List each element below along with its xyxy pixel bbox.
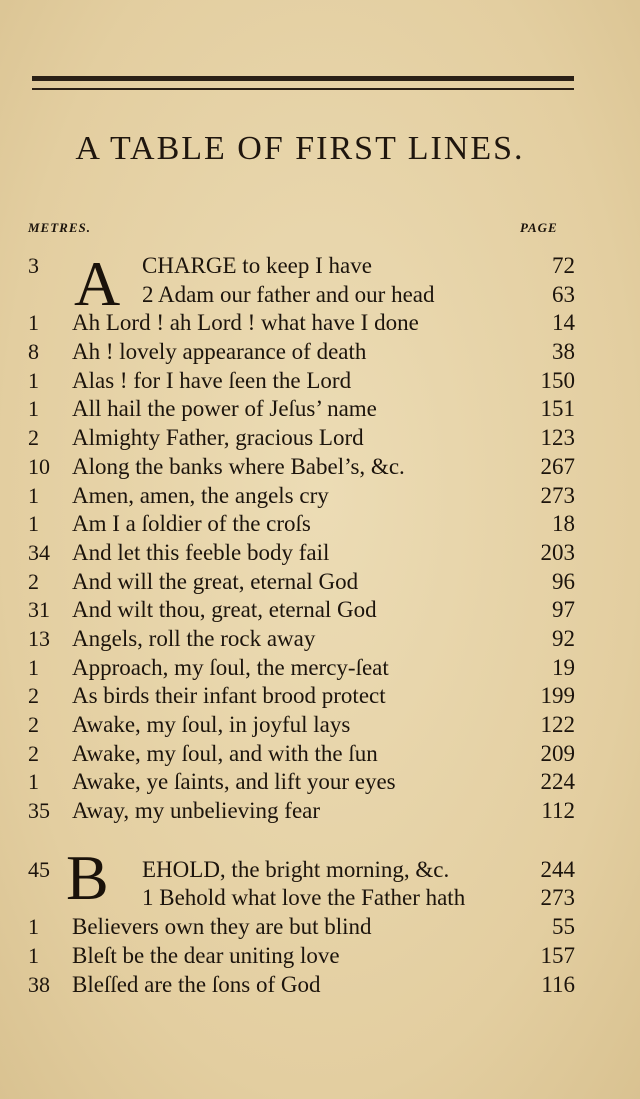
page-number: 19 [552, 654, 575, 680]
metre-number: 31 [28, 597, 50, 623]
first-line: Bleſſed are the ſons of God [72, 971, 321, 997]
metre-number: 8 [28, 339, 39, 365]
section-gap [0, 826, 640, 856]
metre-number: 1 [28, 654, 39, 680]
table-row [0, 309, 640, 338]
metre-number: 2 [28, 712, 39, 737]
first-line: Amen, amen, the angels cry [72, 482, 329, 508]
metre-number: 1 [28, 914, 39, 940]
first-line: As birds their infant brood protect [72, 683, 386, 709]
table-row [0, 596, 640, 625]
first-line: Awake, ye ſaints, and lift your eyes [72, 769, 396, 795]
page-number: 273 [540, 885, 575, 911]
page-number: 63 [552, 281, 575, 307]
table-row [0, 510, 640, 539]
first-lines-table [0, 248, 640, 999]
table-row [0, 395, 640, 424]
page-number: 92 [552, 625, 575, 651]
first-line: Awake, my ſoul, and with the ſun [72, 740, 378, 766]
table-row [0, 539, 640, 568]
metre-number: 3 [28, 253, 39, 278]
metre-number: 1 [28, 511, 39, 537]
page-number: 97 [552, 597, 575, 623]
first-line: Bleſt be the dear uniting love [72, 942, 340, 968]
page-number: 122 [540, 712, 575, 737]
table-row [0, 252, 640, 281]
first-line: CHARGE to keep I have [142, 253, 372, 278]
page-number: 244 [540, 856, 575, 882]
table-row [0, 884, 640, 913]
first-line: Along the banks where Babel’s, &c. [72, 453, 405, 479]
page-number: 157 [540, 942, 575, 968]
first-line: EHOLD, the bright morning, &c. [142, 856, 450, 882]
first-line: Approach, my ſoul, the mercy-ſeat [72, 654, 389, 680]
table-row [0, 482, 640, 511]
table-row [0, 367, 640, 396]
table-row [0, 568, 640, 597]
first-line: Away, my unbelieving fear [72, 798, 321, 824]
metre-number: 13 [28, 625, 50, 651]
metre-number: 35 [28, 798, 50, 824]
first-line: And will the great, eternal God [72, 568, 359, 594]
metre-number: 1 [28, 482, 39, 508]
metre-number: 1 [28, 367, 39, 393]
table-row [0, 281, 640, 310]
page-number: 55 [552, 914, 575, 940]
first-line: 1 Behold what love the Father hath [142, 885, 466, 911]
page-number: 18 [552, 511, 575, 537]
page-number: 267 [540, 453, 575, 479]
first-line: Awake, my ſoul, in joyful lays [72, 712, 351, 737]
page-number: 203 [540, 539, 575, 565]
page-number: 116 [541, 971, 575, 997]
metre-number: 1 [28, 396, 39, 422]
table-row [0, 913, 640, 942]
first-line: Am I a ſoldier of the croſs [72, 511, 311, 537]
first-line: Ah Lord ! ah Lord ! what have I done [72, 310, 419, 336]
first-line: Believers own they are but blind [72, 914, 372, 940]
page-number: 112 [541, 798, 575, 824]
page-number: 224 [540, 769, 575, 795]
page-number: 273 [540, 482, 575, 508]
table-row [0, 424, 640, 453]
table-row [0, 740, 640, 769]
table-row [0, 682, 640, 711]
table-row [0, 768, 640, 797]
metres-header: METRES. [28, 220, 91, 235]
first-line: 2 Adam our father and our head [142, 281, 435, 307]
table-row [0, 971, 640, 1000]
table-row [0, 942, 640, 971]
table-row [0, 711, 640, 740]
table-row [0, 654, 640, 683]
table-row [0, 453, 640, 482]
page-number: 209 [540, 740, 575, 766]
metre-number: 2 [28, 740, 39, 766]
metre-number: 1 [28, 769, 39, 795]
table-row [0, 338, 640, 367]
first-line: Almighty Father, gracious Lord [72, 425, 364, 451]
page-number: 151 [540, 396, 575, 422]
page-number: 38 [552, 339, 575, 365]
first-line: Ah ! lovely appearance of death [72, 339, 367, 365]
metre-number: 1 [28, 942, 39, 968]
metre-number: 1 [28, 310, 39, 336]
top-rule-thin [32, 88, 574, 90]
page-number: 14 [552, 310, 575, 336]
drop-cap-b: B [66, 842, 109, 913]
top-rule [32, 76, 574, 81]
metre-number: 2 [28, 425, 39, 451]
metre-number: 2 [28, 683, 39, 709]
drop-cap-a: A [74, 248, 121, 319]
table-row [0, 797, 640, 826]
page-title: A TABLE OF FIRST LINES. [75, 130, 525, 167]
page-number: 199 [540, 683, 575, 709]
metre-number: 38 [28, 971, 50, 997]
first-line: Angels, roll the rock away [72, 625, 316, 651]
page-number: 123 [540, 425, 575, 451]
metre-number: 2 [28, 568, 39, 594]
table-row [0, 856, 640, 885]
first-line: Alas ! for I have ſeen the Lord [72, 367, 352, 393]
page-number: 150 [540, 367, 575, 393]
first-line: All hail the power of Jeſus’ name [72, 396, 377, 422]
metre-number: 45 [28, 856, 50, 882]
page-header: PAGE [520, 220, 558, 235]
page-number: 96 [552, 568, 575, 594]
table-row [0, 625, 640, 654]
metre-number: 34 [28, 539, 50, 565]
first-line: And let this feeble body fail [72, 539, 330, 565]
metre-number: 10 [28, 453, 50, 479]
page-number: 72 [552, 253, 575, 278]
first-line: And wilt thou, great, eternal God [72, 597, 377, 623]
